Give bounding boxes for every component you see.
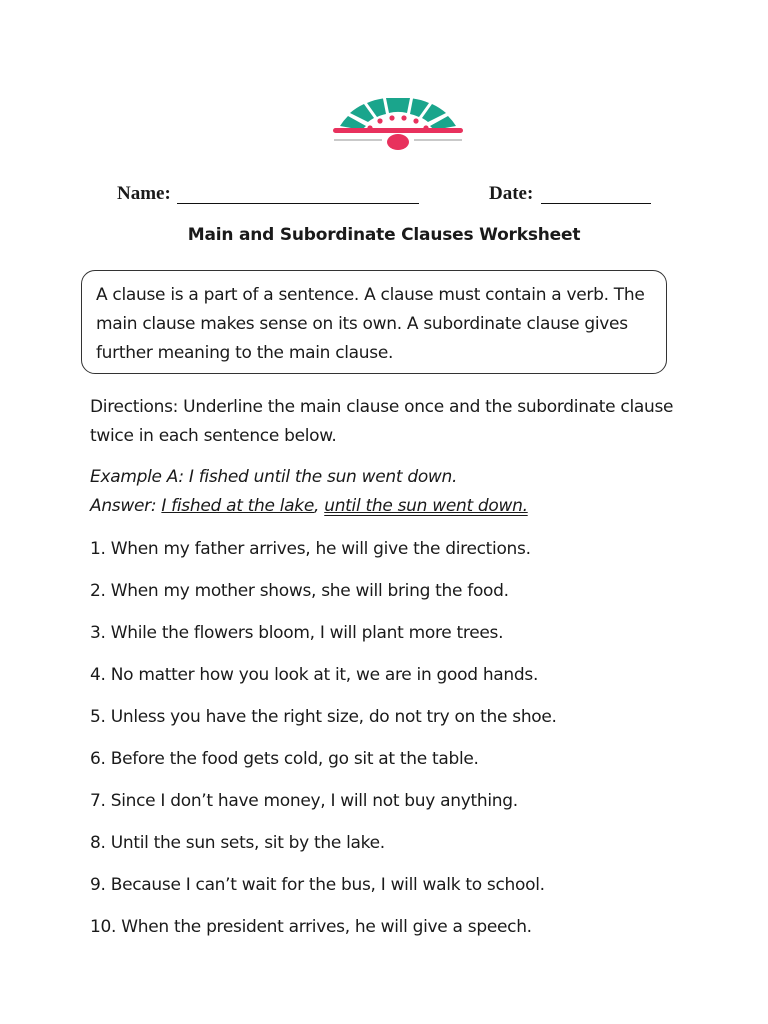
answer-label: Answer:	[90, 496, 162, 516]
sentence-item: 6. Before the food gets cold, go sit at the table.	[90, 749, 479, 769]
sentence-item: 1. When my father arrives, he will give the directions.	[90, 539, 531, 559]
sentence-item: 4. No matter how you look at it, we are in good hands.	[90, 665, 539, 685]
answer-subordinate-clause: until the sun went down.	[324, 496, 528, 516]
sentence-item: 7. Since I don’t have money, I will not buy anything.	[90, 791, 518, 811]
example-block	[90, 463, 690, 521]
sentence-list	[90, 535, 710, 955]
sentence-item: 3. While the flowers bloom, I will plant more trees.	[90, 623, 504, 643]
worksheet-title: Main and Subordinate Clauses Worksheet	[187, 225, 581, 245]
sentence-item: 8. Until the sun sets, sit by the lake.	[90, 833, 385, 853]
directions: Directions: Underline the main clause once and the subordinate clause twice in each sentence below.	[90, 397, 674, 446]
name-label: Name:	[117, 183, 171, 204]
date-blank[interactable]	[541, 203, 651, 204]
sentence-item: 9. Because I can’t wait for the bus, I will walk to school.	[90, 875, 545, 895]
answer-separator: ,	[314, 496, 325, 516]
definition-box: A clause is a part of a sentence. A clause must contain a verb. The main clause makes sense on its own. A subordinate clause gives further meaning to the main clause.	[81, 270, 667, 374]
sentence-item: 2. When my mother shows, she will bring the food.	[90, 581, 509, 601]
sentence-item: 5. Unless you have the right size, do not try on the shoe.	[90, 707, 557, 727]
name-date-row	[0, 183, 768, 209]
name-blank[interactable]	[177, 203, 419, 204]
example-line: Example A: I fished until the sun went down.	[90, 467, 458, 487]
sentence-item: 10. When the president arrives, he will give a speech.	[90, 917, 532, 937]
date-label: Date:	[489, 183, 534, 204]
example-answer	[90, 492, 690, 521]
answer-main-clause: I fished at the lake	[161, 496, 315, 516]
site-logo	[330, 98, 466, 154]
